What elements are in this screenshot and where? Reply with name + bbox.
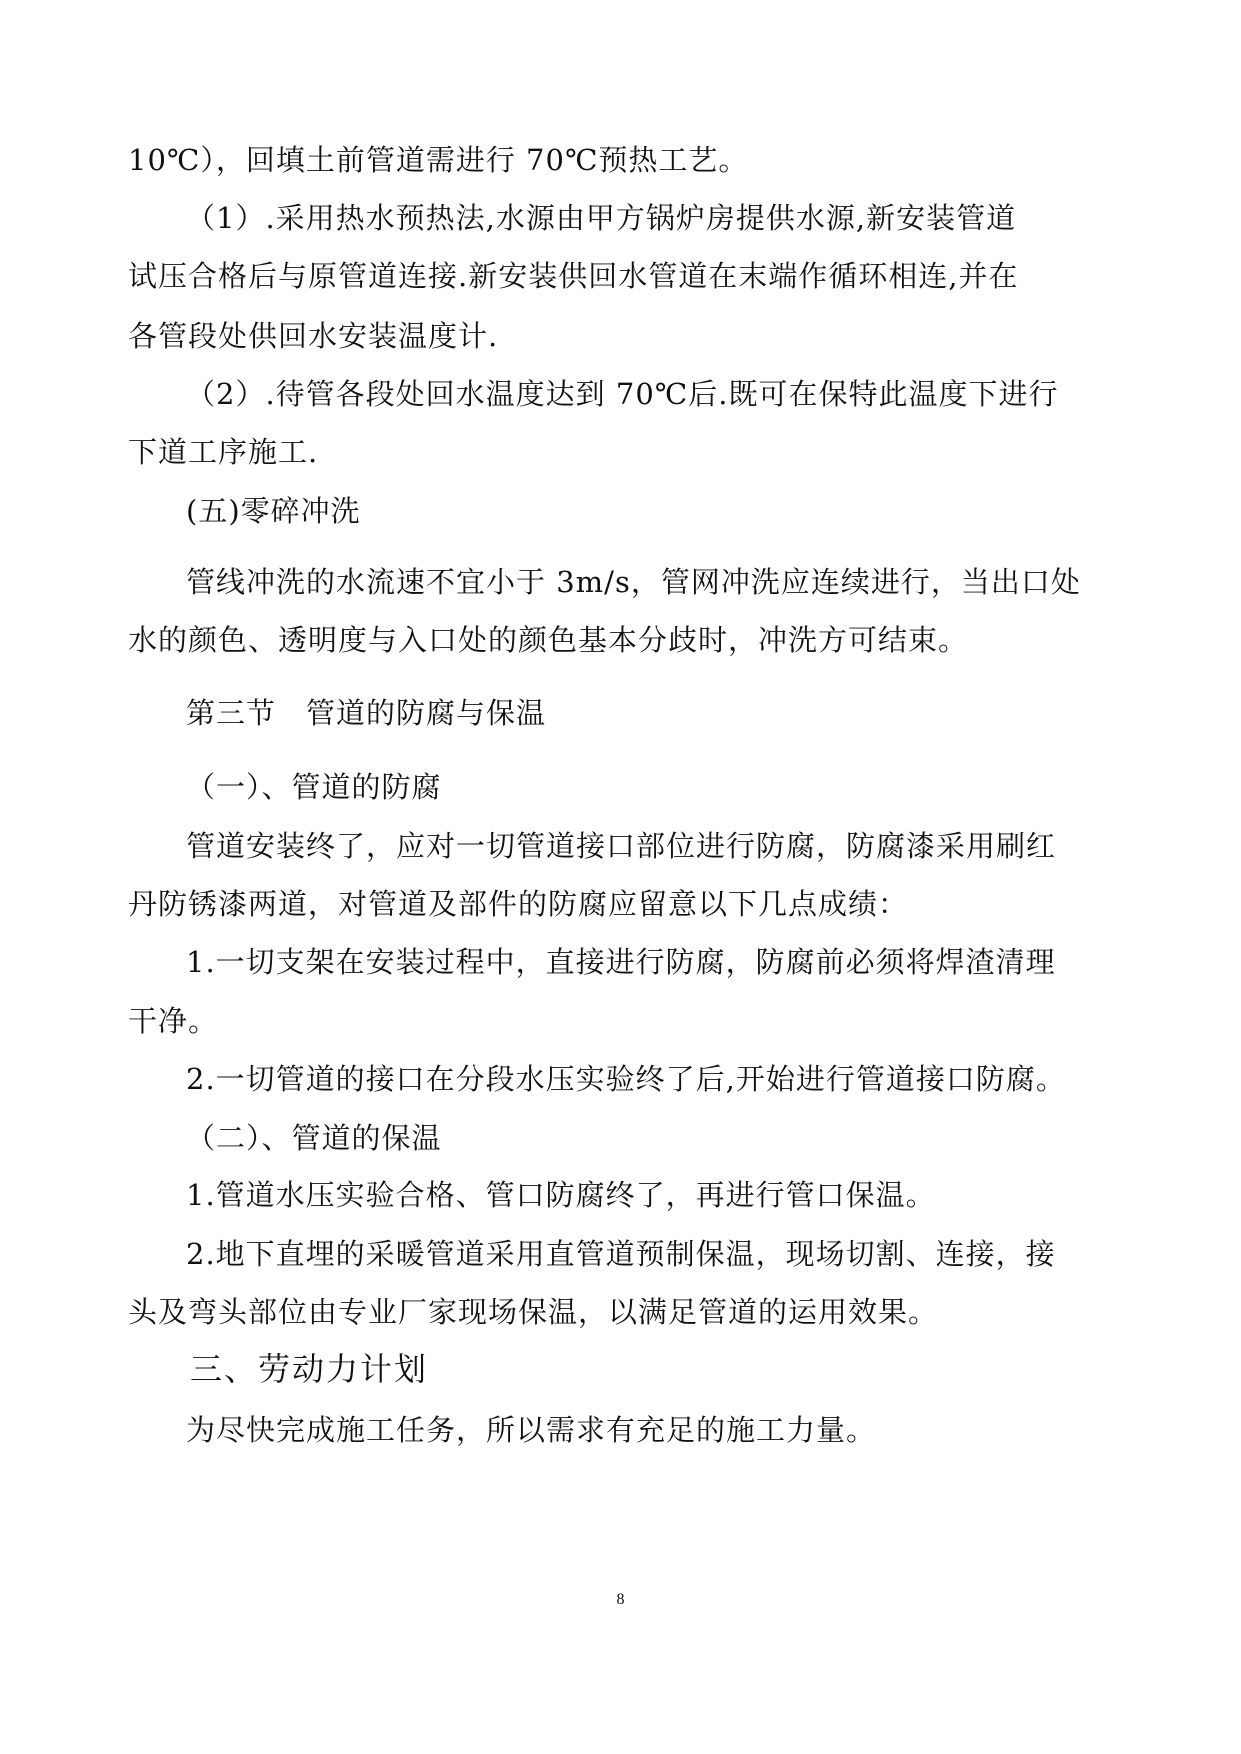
list-item: 2.地下直埋的采暖管道采用直管道预制保温，现场切割、连接，接 — [186, 1237, 1056, 1271]
page-number: 8 — [616, 1591, 625, 1608]
subsection-heading: （一）、管道的防腐 — [186, 770, 442, 804]
text-line: 管道安装终了，应对一切管道接口部位进行防腐，防腐漆采用刷红 — [186, 829, 1057, 863]
text-line: （2）.待管各段处回水温度达到 70℃后.既可在保特此温度下进行 — [186, 377, 1059, 411]
text-line: 丹防锈漆两道，对管道及部件的防腐应留意以下几点成绩： — [128, 887, 909, 921]
text-line: 10℃），回填土前管道需进行 70℃预热工艺。 — [128, 143, 749, 177]
text-line: 干净。 — [128, 1004, 219, 1038]
text-line: 各管段处供回水安装温度计. — [128, 319, 499, 353]
text-line: 管线冲洗的水流速不宜小于 3m/s，管网冲洗应连续进行，当出口处 — [186, 565, 1081, 599]
text-line: （1）.采用热水预热法,水源由甲方锅炉房提供水源,新安装管道 — [186, 201, 1017, 235]
chapter-heading: 三、劳动力计划 — [190, 1350, 429, 1388]
list-item: 1.管道水压实验合格、管口防腐终了，再进行管口保温。 — [186, 1178, 936, 1212]
text-line: 下道工序施工. — [128, 435, 319, 469]
text-line: 头及弯头部位由专业厂家现场保温，以满足管道的运用效果。 — [128, 1295, 939, 1329]
section-heading: (五)零碎冲洗 — [186, 494, 361, 528]
text-line: 试压合格后与原管道连接.新安装供回水管道在末端作循环相连,并在 — [128, 259, 1019, 293]
section-heading: 第三节 管道的防腐与保温 — [186, 696, 547, 730]
text-line: 水的颜色、透明度与入口处的颜色基本分歧时，冲洗方可结束。 — [128, 623, 969, 657]
list-item: 1.一切支架在安装过程中，直接进行防腐，防腐前必须将焊渣清理 — [186, 945, 1056, 979]
subsection-heading: （二）、管道的保温 — [186, 1121, 442, 1155]
text-line: 为尽快完成施工任务，所以需求有充足的施工力量。 — [186, 1413, 877, 1447]
list-item: 2.一切管道的接口在分段水压实验终了后,开始进行管道接口防腐。 — [186, 1062, 1066, 1096]
